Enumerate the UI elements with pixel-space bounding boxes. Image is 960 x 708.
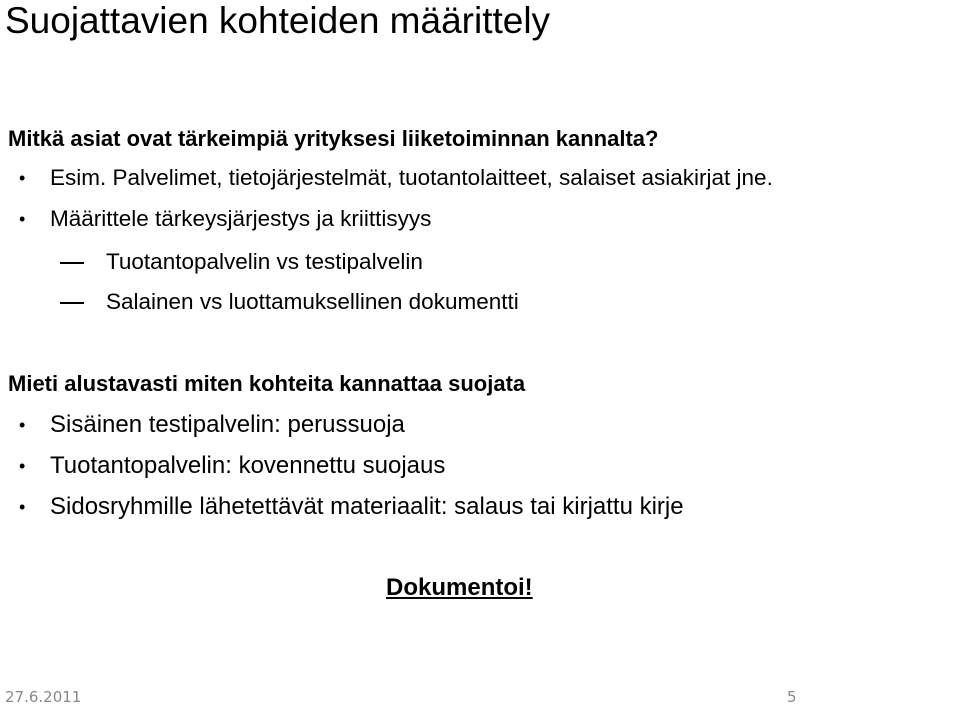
- bullet-icon: •: [19, 497, 26, 517]
- bullet-text: Sidosryhmille lähetettävät materiaalit: salaus tai kirjattu kirje: [50, 493, 684, 520]
- bullet-icon: •: [19, 168, 26, 188]
- bullet-text: Sisäinen testipalvelin: perussuoja: [50, 411, 405, 438]
- bullet-icon: •: [19, 209, 26, 229]
- section2-heading: Mieti alustavasti miten kohteita kannattaa suojata: [8, 371, 526, 396]
- footer-date: 27.6.2011: [5, 688, 82, 706]
- dash-icon: [60, 262, 84, 264]
- bullet-text: Esim. Palvelimet, tietojärjestelmät, tuotantolaitteet, salaiset asiakirjat jne.: [50, 165, 773, 190]
- call-to-action: Dokumentoi!: [386, 574, 533, 601]
- dash-icon: [60, 302, 84, 304]
- footer-page-number: 5: [787, 688, 797, 706]
- bullet-text: Määrittele tärkeysjärjestys ja kriittisyys: [50, 206, 432, 231]
- section1-sub-item-1: Tuotantopalvelin vs testipalvelin: [106, 249, 423, 274]
- slide-title: Suojattavien kohteiden määrittely: [5, 0, 551, 41]
- section1-heading: Mitkä asiat ovat tärkeimpiä yrityksesi liiketoiminnan kannalta?: [8, 126, 659, 151]
- bullet-text: Tuotantopalvelin: kovennettu suojaus: [50, 452, 446, 479]
- bullet-icon: •: [19, 415, 26, 435]
- bullet-icon: •: [19, 456, 26, 476]
- section1-sub-item-2: Salainen vs luottamuksellinen dokumentti: [106, 289, 519, 314]
